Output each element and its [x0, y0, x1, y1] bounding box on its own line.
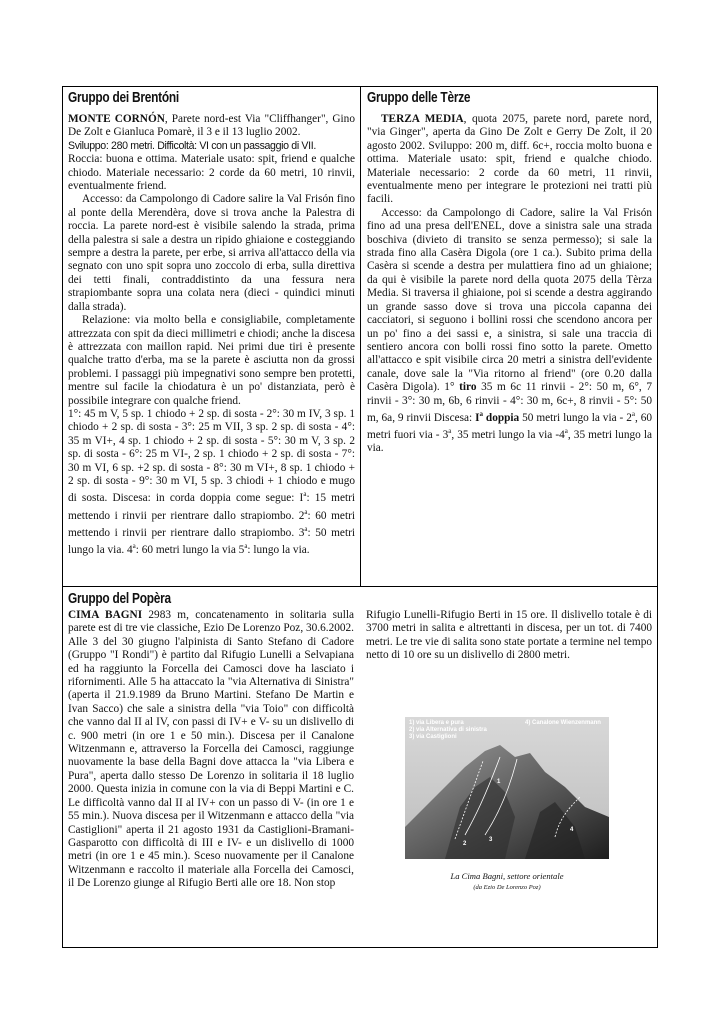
section-popera — [63, 587, 657, 947]
report-monte-cornon: Relazione: via molto bella e consigliabile, completamente attrezzata con spit da dieci millimetri e chiodi; anche la discesa è attrezzata con maillon rapid. Nei primi due tiri è presente qualche tratto d'erba, ma se la parete è asciutta non da grossi problemi. I passaggi più impegnativi sono sempre ben protetti, mentre sul facile la chiodatura è un po' distanziata, però è possibile integrare con qualche friend. — [68, 314, 355, 407]
access-terza-media: Accesso: da Campolongo di Cadore, salire la Val Frisón fino ad una presa dell'ENEL, dove a sinistra sale una strada boschiva (divieto di transito se senza permesso); si sale la strada fino alla Casèra Digola (ore 1 ca.). Subito prima della Casèra si scende a destra per mulattiera fino ad un ghiaione; da qui è visibile la parete nord della quota 2075 della Tèrza Media. Si traversa il ghiaione, poi si scende a destra aggirando un grande sasso dove si trova una piccola capanna dei cacciatori, si seguono i bollini rossi che scendono ancora per un po' fino a dei sassi e, a sinistra, si sale una traccia di sentiero ancora con bolli rossi fino sotto la parete. Ometto all'attacco e spit visibile circa 20 metri a sinistra dell'evidente canale, dove sale la "Via ritorno al friend" (ore 0.20 dalla Casèra Digola). 1° tiro 35 m 6c 11 rinvii - 2°: 50 m, 6°, 7 rinvii - 3°: 30 m, 6b, 6 rinvii - 4°: 30 m, 6c+, 8 rinvii - 5°: 50 m, 6a, 9 rinvii Discesa: $I^a$ doppia 50 metri lungo la via - 2$^a$, 60 metri fuori via - 3$^a$, 35 metri lungo la via -4$^a$, 35 metri lungo la via. — [367, 206, 653, 455]
text-cima-bagni: CIMA BAGNI 2983 m, concatenamento in solitaria sulla parete est di tre vie classiche, Ezio De Lorenzo Poz, 30.6.2002. Alle 3 del 30 giugno l'alpinista di Santo Stefano di Cadore (Gruppo "I Rondi") è partito dal Rifugio Lunelli a Selvapiana ed ha raggiunto la Forcella dei Camosci dove ha lasciato i rifornimenti. Alle 5 ha attaccato la "via Alternativa di Sinistra" (aperta il 21.9.1989 da Bruno Martini. Stefano De Martin e Ivan Sacco) che sale a sinistra della "via Toio" con difficoltà che vanno dal II al IV, con passi di IV+ e V- su un dislivello di c. 900 metri (in ore 1 e 50 min.). Discesa per il Canalone Witzenmann e, attraverso la Forcella dei Camosci, raggiunge nuovamente la base della Bagni dove attacca la "via Libera e Pura", aperta dallo stesso De Lorenzo in solitaria il 18 luglio 2000. Questa inizia in comune con la via di Beppi Martini e C. Le difficoltà vanno dal II al IV+ con un passo di V- (in ore 1 e 55 min.). Nuova discesa per il Witzenmann e attacco della "via Castiglioni" aperta il 21 agosto 1931 da Castiglioni-Bramani-Gasparotto con difficoltà di III e IV- e un dislivello di 1000 metri (in ore 1 e 45 min.). Sceso nuovamente per il Canalone Witzenmann e raccolto il materiale alla Forcella dei Camosci, il De Lorenzo giunge al Rifugio Berti alle ore 18. Non stop — [68, 609, 355, 890]
section-brentoni — [63, 87, 361, 587]
heading-popera: Gruppo del Popèra — [68, 591, 171, 607]
photo-mark-3: 3 — [489, 837, 493, 843]
photo-caption: La Cima Bagni, settore orientale — [450, 871, 564, 881]
photo-mark-2: 2 — [463, 841, 467, 847]
title-cima-bagni: CIMA BAGNI — [68, 609, 143, 621]
text-cima-bagni-continued: Rifugio Lunelli-Rifugio Berti in 15 ore. Il dislivello totale è di 3700 metri in salita e altrettanti in discesa, per un tot. di 7400 metri. Le tre vie di salita sono state portate a termine nel tempo netto di 10 ore su un dislivello di 2800 metri. — [366, 609, 652, 662]
section-terze — [361, 87, 657, 587]
text-terze — [367, 113, 652, 456]
cima-bagni-photo — [405, 717, 609, 859]
photo-mark-1: 1 — [497, 779, 501, 785]
access-monte-cornon: Accesso: da Campolongo di Cadore salire la Val Frisón fino al ponte della Merendèra, dove si trova anche la Palestra di roccia. La parete nord-est è visibile salendo la strada, prima della palestra si sale a destra un ripido ghiaione e costeggiando sempre a destra la parete, per erbe, si arriva all'attacco della via segnato con uno spit sopra uno zoccolo di erba, sulla direttiva dei tetti finali, contraddistinto da una fessura nera strapiombante sopra una colata nera (dieci - quindici minuti dalla strada). — [68, 193, 355, 313]
article-page — [62, 86, 658, 948]
title-monte-cornon: MONTE CORNÓN — [68, 113, 165, 125]
intro-terza-media: , quota 2075, parete nord, parete nord, "via Ginger", aperta da Gino De Zolt e Gerry De Zolt, il 20 agosto 2002. Sviluppo: 200 m, diff. 6c+, roccia molto buona e ottima. Materiale usato: spit, friend e qualche chiodo. Materiale necessario: 2 corde da 60 metri, 11 rinvii, eventualmente meno per integrare le protezioni nei tratti più facili. — [367, 113, 652, 206]
photo-mark-4: 4 — [570, 827, 574, 833]
material-monte-cornon: Roccia: buona e ottima. Materiale usato: spit, friend e qualche chiodo. Materiale necessario: 2 corde da 60 metri, 10 rinvii, eventualmente friend. — [68, 153, 355, 193]
text-brentoni — [68, 113, 355, 557]
photo-credit: (da Ezio De Lorenzo Poz) — [473, 884, 541, 891]
photo-legend-left: 1) via Libera e pura 2) via Alternativa di sinistra 3) via Castiglioni — [409, 720, 487, 740]
photo-legend-right: 4) Canalone Wienzenmann — [525, 720, 601, 726]
intro-monte-cornon: , Parete nord-est Via "Cliffhanger", Gino De Zolt e Gianluca Pomarè, il 3 e il 13 luglio 2002. — [68, 113, 355, 139]
heading-brentoni: Gruppo dei Brentóni — [68, 90, 179, 106]
title-terza-media: TERZA MEDIA — [381, 113, 464, 125]
stats-monte-cornon: Sviluppo: 280 metri. Difficoltà: VI con un passaggio di VII. — [68, 139, 316, 152]
heading-terze: Gruppo delle Tèrze — [367, 90, 471, 106]
pitches-monte-cornon: 1°: 45 m V, 5 sp. 1 chiodo + 2 sp. di sosta - 2°: 30 m IV, 3 sp. 1 chiodo + 2 sp. di sosta - 3°: 25 m VII, 3 sp. 2 sp. di sosta - 4°: 35 m VI+, 4 sp. 1 chiodo + 2 sp. di sosta - 5°: 30 m V, 3 sp. 2 sp. di sosta - 6°: 25 m VI-, 2 sp. 1 chiodo + 2 sp. di sosta - 7°: 30 m VI, 6 sp. +2 sp. di sosta - 8°: 30 m VI+, 8 sp. 1 chiodo + 2 sp. di sosta - 9°: 30 m VI, 5 sp. 3 chiodi + 1 chiodo e mugo di sosta. Discesa: in corda doppia come segue: $I^a$: 15 metri mettendo i rinvii per rientrare dallo strapiombo. 2$^a$: 60 metri mettendo i rinvii per rientrare dallo strapiombo. 3$^a$: 50 metri lungo la via. 4$^a$: 60 metri lungo la via 5$^a$: lungo la via. — [68, 407, 355, 556]
